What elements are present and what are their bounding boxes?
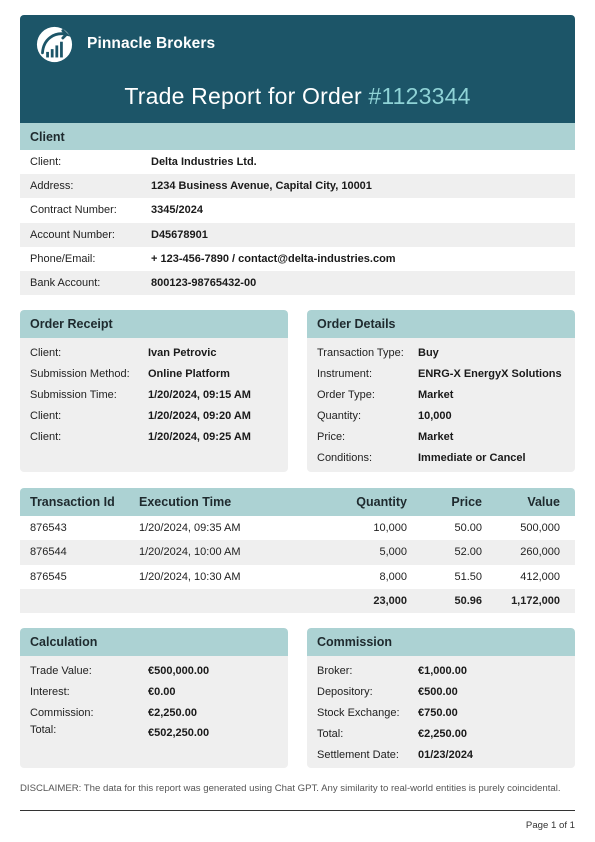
client-info-table xyxy=(20,150,575,295)
order-receipt-value: 1/20/2024, 09:20 AM xyxy=(148,409,251,422)
calculation-value: €500,000.00 xyxy=(148,664,210,677)
client-row-value: Delta Industries Ltd. xyxy=(151,156,257,169)
order-receipt-value: 1/20/2024, 09:25 AM xyxy=(148,430,251,443)
order-receipt-row xyxy=(30,342,278,363)
commission-label: Broker: xyxy=(317,664,353,677)
price-cell: 50.00 xyxy=(454,522,482,535)
page-number: Page 1 of 1 xyxy=(525,820,575,831)
order-details-label: Price: xyxy=(317,430,346,443)
calculation-value: €2,250.00 xyxy=(148,706,197,719)
calculation-label: Total: xyxy=(30,724,57,736)
calculation-label: Interest: xyxy=(30,685,70,698)
commission-label: Stock Exchange: xyxy=(317,706,400,719)
client-row-label: Account Number: xyxy=(30,228,115,241)
total-quantity-cell: 23,000 xyxy=(373,595,407,608)
order-receipt-label: Submission Method: xyxy=(30,367,130,380)
column-header-quantity: Quantity xyxy=(356,495,407,509)
client-row xyxy=(20,247,575,271)
calculation-heading: Calculation xyxy=(20,628,288,656)
order-receipt-label: Submission Time: xyxy=(30,388,117,401)
commission-value: €2,250.00 xyxy=(418,727,467,740)
client-row-label: Phone/Email: xyxy=(30,252,96,265)
order-receipt-row xyxy=(30,426,278,447)
client-row xyxy=(20,198,575,222)
column-header-value: Value xyxy=(527,495,560,509)
commission-value: €500.00 xyxy=(418,685,458,698)
order-details-label: Instrument: xyxy=(317,367,373,380)
value-cell: 260,000 xyxy=(520,546,560,559)
commission-heading: Commission xyxy=(307,628,575,656)
order-details-heading: Order Details xyxy=(307,310,575,338)
report-title-prefix: Trade Report for Order xyxy=(124,83,369,109)
transactions-header-row xyxy=(20,488,575,516)
order-details-row xyxy=(317,426,565,447)
commission-row xyxy=(317,744,565,765)
client-section-heading: Client xyxy=(20,123,575,150)
client-row-value: 800123-98765432-00 xyxy=(151,277,257,290)
transactions-total-row xyxy=(20,589,575,613)
commission-value: 01/23/2024 xyxy=(418,748,474,761)
order-receipt-value: Ivan Petrovic xyxy=(148,346,217,359)
value-cell: 412,000 xyxy=(520,570,560,583)
order-details-row xyxy=(317,384,565,405)
table-row xyxy=(20,540,575,564)
price-cell: 51.50 xyxy=(454,570,482,583)
order-details-row xyxy=(317,363,565,384)
client-row-value: 3345/2024 xyxy=(151,204,203,217)
order-receipt-value: Online Platform xyxy=(148,367,230,380)
brand xyxy=(36,24,215,64)
calculation-label: Trade Value: xyxy=(30,664,92,677)
client-row-value: D45678901 xyxy=(151,228,208,241)
value-cell: 500,000 xyxy=(520,522,560,535)
order-details-label: Order Type: xyxy=(317,388,375,401)
brand-name: Pinnacle Brokers xyxy=(87,35,216,52)
commission-label: Total: xyxy=(317,727,344,740)
order-details-panel xyxy=(307,310,575,472)
commission-row xyxy=(317,660,565,681)
order-number: #1123344 xyxy=(368,83,471,109)
order-details-value: 10,000 xyxy=(418,409,452,422)
commission-row xyxy=(317,702,565,723)
order-details-value: ENRG-X EnergyX Solutions xyxy=(418,367,562,380)
calculation-value: €0.00 xyxy=(148,685,176,698)
table-row xyxy=(20,565,575,589)
report-header xyxy=(20,15,575,123)
order-details-row xyxy=(317,447,565,468)
transaction-id-cell: 876545 xyxy=(30,570,67,583)
order-receipt-panel xyxy=(20,310,288,472)
order-receipt-row xyxy=(30,363,278,384)
client-row-label: Address: xyxy=(30,180,74,193)
transactions-table xyxy=(20,488,575,613)
quantity-cell: 10,000 xyxy=(373,522,407,535)
calculation-row xyxy=(30,702,278,723)
calculation-row xyxy=(30,723,278,745)
brand-logo-icon xyxy=(36,26,73,63)
calculation-row xyxy=(30,681,278,702)
client-row-label: Client: xyxy=(30,156,62,169)
order-details-label: Transaction Type: xyxy=(317,346,404,359)
order-receipt-label: Client: xyxy=(30,409,62,422)
execution-time-cell: 1/20/2024, 10:00 AM xyxy=(139,546,241,559)
column-header-transaction-id: Transaction Id xyxy=(30,495,115,509)
order-receipt-heading: Order Receipt xyxy=(20,310,288,338)
order-details-row xyxy=(317,342,565,363)
calculation-value: €502,250.00 xyxy=(148,727,210,739)
calculation-row xyxy=(30,660,278,681)
commission-label: Settlement Date: xyxy=(317,748,399,761)
table-row xyxy=(20,516,575,540)
transaction-id-cell: 876544 xyxy=(30,546,67,559)
quantity-cell: 8,000 xyxy=(379,570,407,583)
order-details-value: Immediate or Cancel xyxy=(418,451,526,464)
commission-value: €1,000.00 xyxy=(418,664,467,677)
client-row xyxy=(20,271,575,295)
price-cell: 52.00 xyxy=(454,546,482,559)
column-header-price: Price xyxy=(451,495,482,509)
commission-row xyxy=(317,723,565,744)
column-header-execution-time: Execution Time xyxy=(139,495,232,509)
client-row-label: Contract Number: xyxy=(30,204,117,217)
order-receipt-row xyxy=(30,405,278,426)
quantity-cell: 5,000 xyxy=(379,546,407,559)
calculation-label: Commission: xyxy=(30,706,94,719)
client-row-value: + 123-456-7890 / contact@delta-industries.com xyxy=(151,252,396,265)
report-title xyxy=(20,83,575,110)
order-details-label: Conditions: xyxy=(317,451,373,464)
order-details-label: Quantity: xyxy=(317,409,362,422)
total-value-cell: 1,172,000 xyxy=(511,595,560,608)
commission-panel xyxy=(307,628,575,768)
execution-time-cell: 1/20/2024, 10:30 AM xyxy=(139,570,241,583)
client-row-value: 1234 Business Avenue, Capital City, 10001 xyxy=(151,180,372,193)
order-details-value: Buy xyxy=(418,346,439,359)
order-receipt-label: Client: xyxy=(30,346,62,359)
order-details-row xyxy=(317,405,565,426)
order-receipt-row xyxy=(30,384,278,405)
order-details-value: Market xyxy=(418,430,454,443)
commission-value: €750.00 xyxy=(418,706,458,719)
order-receipt-label: Client: xyxy=(30,430,62,443)
disclaimer-text: DISCLAIMER: The data for this report was generated using Chat GPT. Any similarity to real-world entities is purely coincidental. xyxy=(20,783,561,794)
client-row xyxy=(20,223,575,247)
calculation-panel xyxy=(20,628,288,768)
commission-label: Depository: xyxy=(317,685,373,698)
order-receipt-value: 1/20/2024, 09:15 AM xyxy=(148,388,251,401)
transaction-id-cell: 876543 xyxy=(30,522,67,535)
commission-row xyxy=(317,681,565,702)
client-row-label: Bank Account: xyxy=(30,277,101,290)
client-row xyxy=(20,150,575,174)
total-price-cell: 50.96 xyxy=(454,595,482,608)
order-details-value: Market xyxy=(418,388,454,401)
client-row xyxy=(20,174,575,198)
execution-time-cell: 1/20/2024, 09:35 AM xyxy=(139,522,241,535)
footer-divider xyxy=(20,810,575,811)
